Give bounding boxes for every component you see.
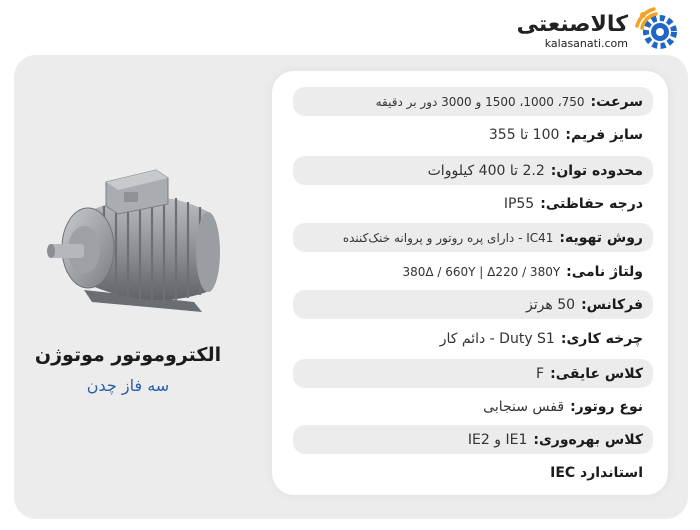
spec-colon: : — [559, 229, 566, 246]
logo-domain: kalasanati.com — [544, 37, 628, 50]
product-subtitle: سه فاز چدن — [86, 376, 170, 395]
specs-panel — [272, 71, 668, 495]
spec-label: سرعت — [596, 93, 643, 110]
gear-wifi-icon — [634, 6, 686, 52]
spec-row — [293, 87, 653, 116]
logo-name: کالاصنعتی — [516, 12, 628, 37]
spec-row — [293, 189, 653, 218]
spec-label: چرخه کاری — [566, 330, 643, 347]
spec-row — [293, 392, 653, 421]
spec-row — [293, 223, 653, 252]
spec-row — [293, 290, 653, 319]
spec-colon: : — [566, 263, 572, 280]
brand-logo[interactable] — [516, 6, 686, 52]
spec-colon: : — [565, 126, 572, 143]
spec-colon: : — [540, 195, 546, 212]
spec-value: 750، 1000، 1500 و 3000 دور بر دقیقه — [375, 94, 585, 109]
spec-colon: : — [560, 330, 567, 347]
spec-value: 100 تا 355 — [488, 126, 560, 143]
spec-value: IP55 — [503, 195, 535, 212]
spec-value: قفس سنجابی — [483, 398, 565, 415]
spec-label: سایز فریم — [571, 126, 643, 143]
spec-colon: : — [533, 431, 539, 448]
spec-label: نوع روتور — [575, 398, 643, 415]
spec-row — [293, 156, 653, 185]
spec-colon: : — [550, 162, 557, 179]
spec-label: ولتاژ نامی — [571, 263, 643, 280]
spec-row — [293, 359, 653, 388]
spec-colon: : — [590, 93, 597, 110]
spec-label: کلاس بهره‌وری — [538, 431, 643, 448]
spec-colon: : — [570, 398, 576, 415]
spec-colon: : — [581, 296, 587, 313]
spec-row — [293, 120, 653, 149]
spec-value: 50 هرتز — [526, 296, 576, 313]
spec-row — [293, 458, 653, 487]
spec-value: IC41 - دارای پره روتور و پروانه خنک‌کننده — [342, 230, 554, 245]
spec-label: استاندارد IEC — [550, 464, 643, 481]
spec-row — [293, 257, 653, 286]
spec-value: Duty S1 - دائم کار — [439, 330, 555, 347]
spec-label: کلاس عایقی — [555, 365, 643, 382]
spec-label: روش تهویه — [565, 229, 643, 246]
spec-value: F — [536, 365, 545, 382]
spec-value: 380Δ / 660Y | Δ220 / 380Y — [402, 264, 561, 279]
spec-label: درجه حفاظتی — [545, 195, 643, 212]
spec-value: 2.2 تا 400 کیلووات — [427, 162, 545, 179]
spec-row — [293, 425, 653, 454]
electric-motor-image — [44, 152, 222, 318]
spec-label: محدوده توان — [556, 162, 643, 179]
spec-label: فرکانس — [586, 296, 643, 313]
spec-row — [293, 324, 653, 353]
spec-value: IE1 و IE2 — [467, 431, 528, 448]
spec-colon: : — [550, 365, 556, 382]
product-title: الکتروموتور موتوژن — [34, 344, 222, 366]
